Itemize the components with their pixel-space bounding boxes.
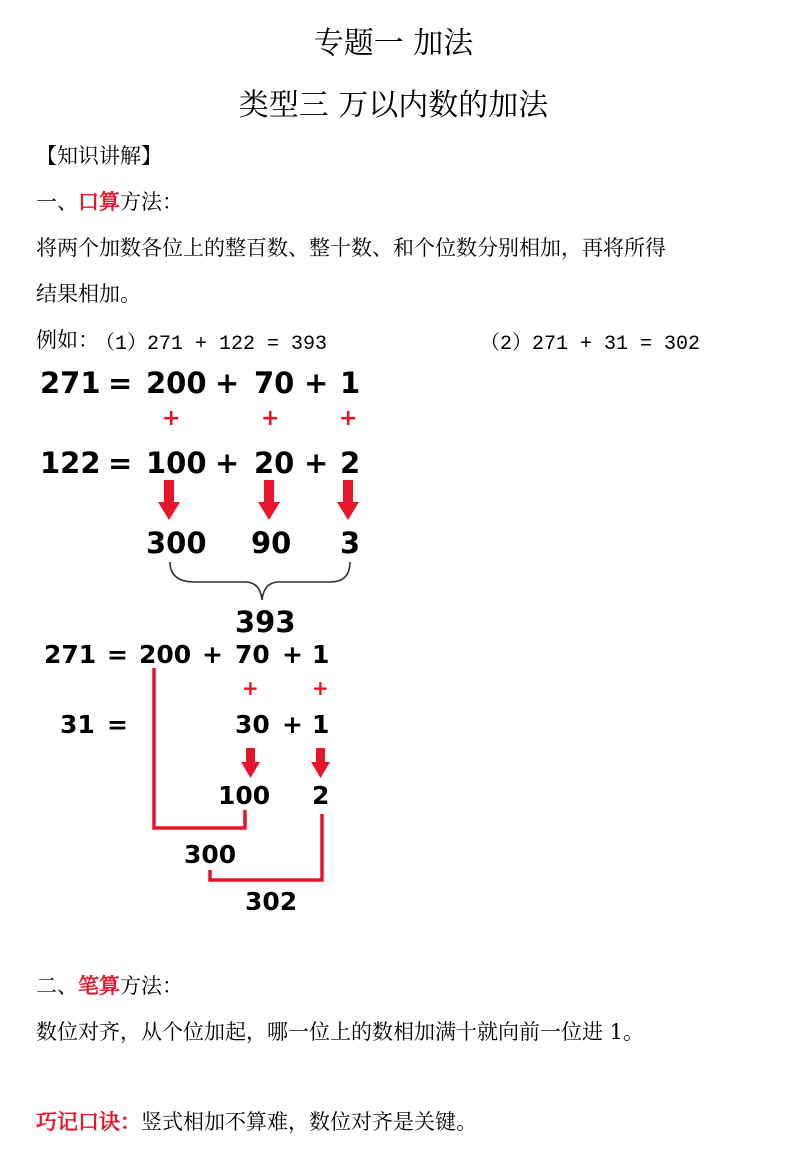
d1-row2-hundreds: 100: [146, 446, 207, 480]
d2-row1-plus2: +: [282, 640, 303, 669]
d2-red-plus-tens: +: [242, 676, 259, 700]
d1-row2-plus2: +: [304, 446, 329, 480]
arrow-down-icon: [337, 480, 359, 520]
method1-highlight: 口算: [78, 189, 120, 214]
d1-row1-hundreds: 200: [146, 366, 207, 400]
d2-row1-plus1: +: [202, 640, 223, 669]
arrow-down-icon: [258, 480, 280, 520]
d2-row2-plus: +: [282, 710, 303, 739]
d1-row2-plus1: +: [215, 446, 240, 480]
d2-row1-ones: 1: [312, 640, 330, 669]
d1-red-plus-hundreds: +: [162, 406, 181, 431]
arrow-down-icon: [241, 748, 260, 778]
method1-prefix: 一、: [36, 190, 78, 214]
method2-highlight: 笔算: [78, 973, 120, 998]
d1-row2-tens: 20: [254, 446, 295, 480]
d2-row1-tens: 70: [235, 640, 270, 669]
d1-row2-ones: 2: [340, 446, 361, 480]
example-1: （1）271 + 122 = 393: [95, 333, 328, 356]
d1-row2-equals: =: [108, 446, 133, 480]
method2-heading: [36, 970, 183, 1000]
d2-row1-equals: =: [107, 640, 128, 669]
d2-intermediate: 300: [184, 840, 237, 869]
d1-row1-number: 271: [40, 366, 101, 400]
tip-line: [36, 1106, 477, 1136]
d1-sum-ones: 3: [340, 526, 361, 560]
d2-red-plus-ones: +: [312, 676, 329, 700]
curly-brace: [170, 562, 350, 600]
arrow-down-icon: [311, 748, 330, 778]
method1-desc-line1: 将两个加数各位上的整百数、整十数、和个位数分别相加，再将所得: [36, 236, 666, 260]
method1-suffix: 方法：: [120, 190, 183, 214]
method1-desc-line2: 结果相加。: [36, 282, 141, 306]
d2-row1-number: 271: [44, 640, 97, 669]
d2-sum-ones: 2: [312, 781, 330, 810]
d2-total: 302: [245, 887, 298, 916]
d1-row1-plus2: +: [304, 366, 329, 400]
arrow-down-icon: [158, 480, 180, 520]
d1-total: 393: [235, 605, 296, 639]
d1-row1-tens: 70: [254, 366, 295, 400]
d1-red-plus-ones: +: [339, 406, 358, 431]
example-2: （2）271 + 31 = 302: [480, 333, 701, 356]
method2-prefix: 二、: [36, 974, 78, 998]
d2-row2-number: 31: [60, 710, 95, 739]
d1-row1-equals: =: [108, 366, 133, 400]
d2-sum-tens: 100: [218, 781, 271, 810]
page-subtitle: 类型三 万以内数的加法: [238, 88, 549, 123]
d1-row1-plus1: +: [215, 366, 240, 400]
d2-row2-tens: 30: [235, 710, 270, 739]
d2-row1-hundreds: 200: [139, 640, 192, 669]
d1-row2-number: 122: [40, 446, 101, 480]
d1-sum-hundreds: 300: [146, 526, 207, 560]
d1-row1-ones: 1: [340, 366, 361, 400]
page-title: 专题一 加法: [313, 26, 474, 61]
d1-sum-tens: 90: [251, 526, 292, 560]
method2-suffix: 方法：: [120, 974, 183, 998]
examples-label: 例如：: [36, 328, 99, 352]
tip-label: 巧记口诀：: [36, 1109, 141, 1134]
d2-row2-ones: 1: [312, 710, 330, 739]
d2-row2-equals: =: [107, 710, 128, 739]
d1-red-plus-tens: +: [261, 406, 280, 431]
section-header: 【知识讲解】: [36, 144, 162, 168]
tip-text: 竖式相加不算难，数位对齐是关键。: [141, 1110, 477, 1134]
method2-desc: 数位对齐，从个位加起，哪一位上的数相加满十就向前一位进 1。: [36, 1020, 645, 1044]
